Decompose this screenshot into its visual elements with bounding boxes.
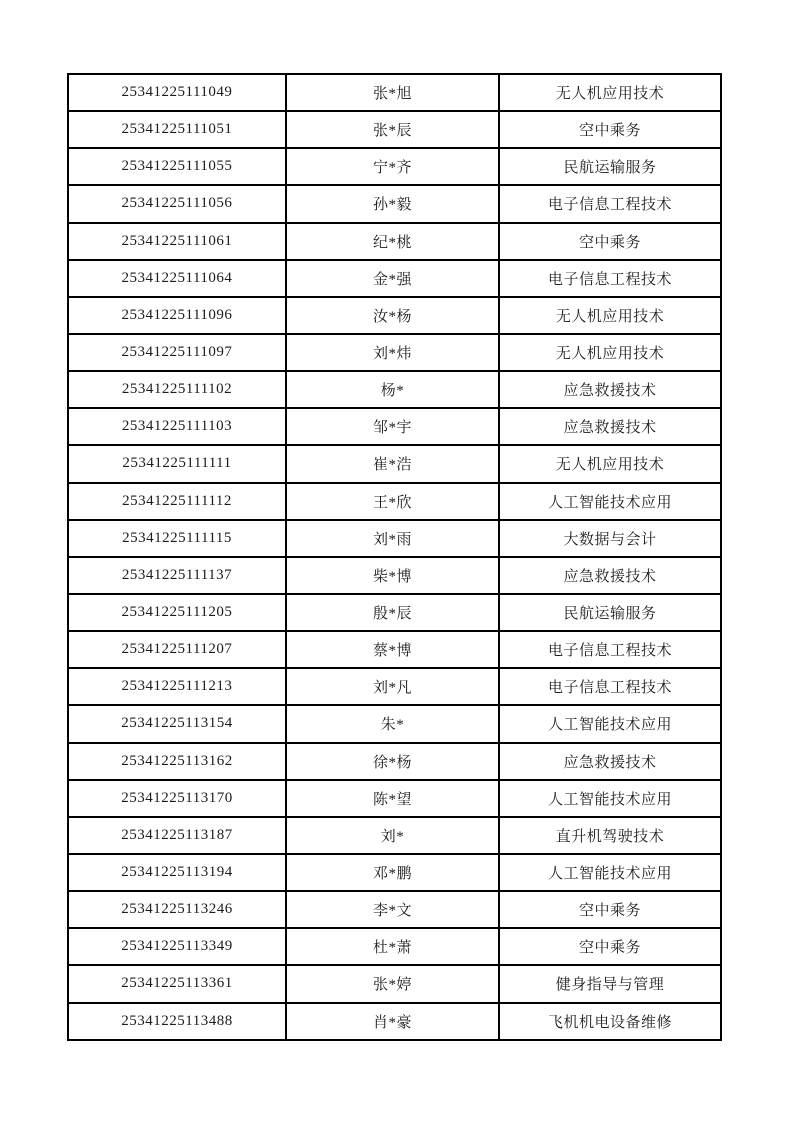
table-row <box>68 74 721 111</box>
exam-number-cell: 25341225113488 <box>68 1003 286 1040</box>
table-row <box>68 1003 721 1040</box>
name-cell: 宁*齐 <box>286 148 499 185</box>
name-cell: 刘*雨 <box>286 520 499 557</box>
name-cell: 柴*博 <box>286 557 499 594</box>
exam-number-cell: 25341225113162 <box>68 743 286 780</box>
major-cell: 直升机驾驶技术 <box>499 817 721 854</box>
name-cell: 金*强 <box>286 260 499 297</box>
exam-number-cell: 25341225111064 <box>68 260 286 297</box>
major-cell: 无人机应用技术 <box>499 334 721 371</box>
exam-number-cell: 25341225111207 <box>68 631 286 668</box>
name-cell: 肖*豪 <box>286 1003 499 1040</box>
name-cell: 孙*毅 <box>286 185 499 222</box>
table-row <box>68 334 721 371</box>
exam-number-cell: 25341225111205 <box>68 594 286 631</box>
table-row <box>68 557 721 594</box>
major-cell: 人工智能技术应用 <box>499 483 721 520</box>
name-cell: 徐*杨 <box>286 743 499 780</box>
exam-number-cell: 25341225113154 <box>68 705 286 742</box>
exam-number-cell: 25341225111112 <box>68 483 286 520</box>
table-row <box>68 965 721 1002</box>
name-cell: 汝*杨 <box>286 297 499 334</box>
exam-number-cell: 25341225111096 <box>68 297 286 334</box>
table-row <box>68 111 721 148</box>
major-cell: 空中乘务 <box>499 111 721 148</box>
exam-number-cell: 25341225113361 <box>68 965 286 1002</box>
table-row <box>68 668 721 705</box>
table-row <box>68 260 721 297</box>
major-cell: 应急救援技术 <box>499 743 721 780</box>
table-row <box>68 780 721 817</box>
major-cell: 电子信息工程技术 <box>499 185 721 222</box>
table-row <box>68 928 721 965</box>
major-cell: 人工智能技术应用 <box>499 780 721 817</box>
table-row <box>68 371 721 408</box>
name-cell: 张*婷 <box>286 965 499 1002</box>
major-cell: 民航运输服务 <box>499 148 721 185</box>
exam-number-cell: 25341225111049 <box>68 74 286 111</box>
major-cell: 空中乘务 <box>499 928 721 965</box>
table-row <box>68 817 721 854</box>
name-cell: 邓*鹏 <box>286 854 499 891</box>
exam-number-cell: 25341225111102 <box>68 371 286 408</box>
exam-number-cell: 25341225113194 <box>68 854 286 891</box>
name-cell: 王*欣 <box>286 483 499 520</box>
exam-number-cell: 25341225111137 <box>68 557 286 594</box>
table-row <box>68 408 721 445</box>
exam-number-cell: 25341225111115 <box>68 520 286 557</box>
table-row <box>68 185 721 222</box>
name-cell: 张*辰 <box>286 111 499 148</box>
name-cell: 李*文 <box>286 891 499 928</box>
major-cell: 电子信息工程技术 <box>499 260 721 297</box>
name-cell: 蔡*博 <box>286 631 499 668</box>
table-row <box>68 594 721 631</box>
name-cell: 张*旭 <box>286 74 499 111</box>
table-row <box>68 743 721 780</box>
table-row <box>68 297 721 334</box>
name-cell: 陈*望 <box>286 780 499 817</box>
exam-number-cell: 25341225111213 <box>68 668 286 705</box>
major-cell: 无人机应用技术 <box>499 445 721 482</box>
major-cell: 健身指导与管理 <box>499 965 721 1002</box>
exam-number-cell: 25341225111051 <box>68 111 286 148</box>
major-cell: 电子信息工程技术 <box>499 631 721 668</box>
major-cell: 应急救援技术 <box>499 408 721 445</box>
major-cell: 大数据与会计 <box>499 520 721 557</box>
major-cell: 电子信息工程技术 <box>499 668 721 705</box>
table-row <box>68 445 721 482</box>
table-row <box>68 483 721 520</box>
major-cell: 飞机机电设备维修 <box>499 1003 721 1040</box>
exam-number-cell: 25341225113170 <box>68 780 286 817</box>
major-cell: 人工智能技术应用 <box>499 705 721 742</box>
table-row <box>68 520 721 557</box>
table-row <box>68 891 721 928</box>
name-cell: 朱* <box>286 705 499 742</box>
candidate-roster-table <box>67 73 722 1041</box>
exam-number-cell: 25341225111061 <box>68 223 286 260</box>
exam-number-cell: 25341225113349 <box>68 928 286 965</box>
table-row <box>68 854 721 891</box>
major-cell: 应急救援技术 <box>499 371 721 408</box>
name-cell: 刘*炜 <box>286 334 499 371</box>
name-cell: 纪*桃 <box>286 223 499 260</box>
exam-number-cell: 25341225111055 <box>68 148 286 185</box>
table-row <box>68 148 721 185</box>
major-cell: 无人机应用技术 <box>499 74 721 111</box>
table-row <box>68 705 721 742</box>
exam-number-cell: 25341225113246 <box>68 891 286 928</box>
name-cell: 杜*萧 <box>286 928 499 965</box>
exam-number-cell: 25341225111103 <box>68 408 286 445</box>
major-cell: 空中乘务 <box>499 891 721 928</box>
name-cell: 刘*凡 <box>286 668 499 705</box>
name-cell: 殷*辰 <box>286 594 499 631</box>
exam-number-cell: 25341225113187 <box>68 817 286 854</box>
major-cell: 民航运输服务 <box>499 594 721 631</box>
table-row <box>68 631 721 668</box>
exam-number-cell: 25341225111097 <box>68 334 286 371</box>
major-cell: 无人机应用技术 <box>499 297 721 334</box>
name-cell: 邹*宇 <box>286 408 499 445</box>
name-cell: 杨* <box>286 371 499 408</box>
major-cell: 应急救援技术 <box>499 557 721 594</box>
major-cell: 空中乘务 <box>499 223 721 260</box>
candidate-roster-table-body <box>68 74 721 1040</box>
major-cell: 人工智能技术应用 <box>499 854 721 891</box>
name-cell: 刘* <box>286 817 499 854</box>
table-row <box>68 223 721 260</box>
name-cell: 崔*浩 <box>286 445 499 482</box>
exam-number-cell: 25341225111056 <box>68 185 286 222</box>
exam-number-cell: 25341225111111 <box>68 445 286 482</box>
